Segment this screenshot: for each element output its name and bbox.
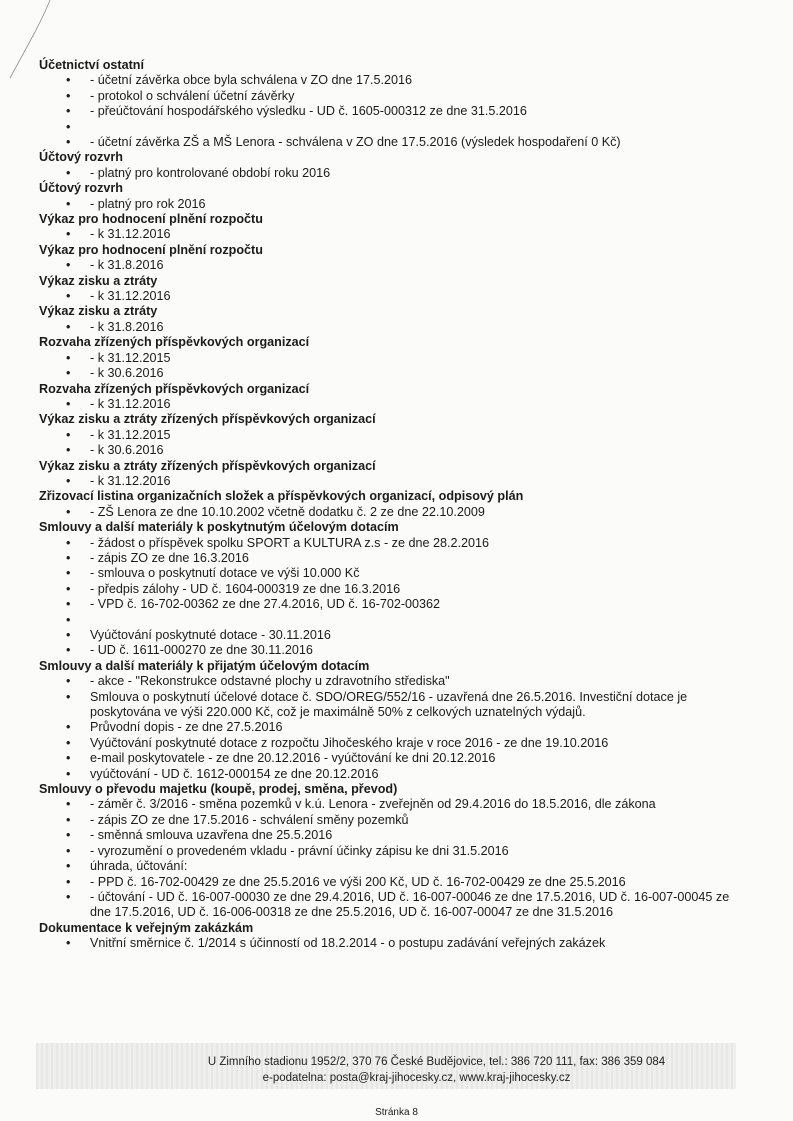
list-item [36, 505, 748, 520]
list-item [36, 166, 748, 181]
list-item [36, 828, 748, 843]
bullet-icon: • [66, 227, 71, 242]
list-item-text: Vyúčtování poskytnuté dotace z rozpočtu Jihočeského kraje v roce 2016 - ze dne 19.10.2016 [90, 735, 609, 750]
bullet-icon: • [66, 366, 71, 381]
section-heading: Zřizovací listina organizačních složek a příspěvkových organizací, odpisový plán [39, 489, 524, 504]
list-item [36, 320, 748, 335]
list-item-text: - platný pro rok 2016 [90, 196, 206, 211]
section [36, 921, 748, 952]
list-item-text: - k 31.12.2016 [90, 473, 171, 488]
list-item [36, 582, 748, 597]
page-number: Stránka 8 [375, 1107, 418, 1118]
bullet-icon: • [66, 889, 71, 904]
list-item [36, 751, 748, 766]
list-item [36, 73, 748, 88]
list-item-text: - k 30.6.2016 [90, 443, 164, 458]
list-item-text: - účetní závěrka obce byla schválena v ZO dne 17.5.2016 [90, 73, 413, 88]
list-item [36, 628, 748, 643]
bullet-icon: • [66, 104, 71, 119]
list-item-text: vyúčtování - UD č. 1612-000154 ze dne 20.12.2016 [90, 766, 379, 781]
list-item-text: - protokol o schválení účetní závěrky [90, 88, 295, 103]
section-heading: Účetnictví ostatní [39, 58, 144, 72]
list-item [36, 813, 748, 828]
list-item-text: Vnitřní směrnice č. 1/2014 s účinností od 18.2.2014 - o postupu zadávání veřejných zakázek [90, 936, 606, 951]
list-item [36, 428, 748, 443]
bullet-icon: • [66, 350, 71, 365]
list-item-text: - UD č. 1611-000270 ze dne 30.11.2016 [90, 643, 313, 658]
list-item-text: - k 30.6.2016 [90, 366, 164, 381]
bullet-icon: • [66, 443, 71, 458]
bullet-icon: • [66, 797, 71, 812]
bullet-icon: • [66, 859, 71, 874]
list-item-text: - smlouva o poskytnutí dotace ve výši 10.000 Kč [90, 566, 360, 581]
section-heading: Výkaz pro hodnocení plnění rozpočtu [39, 212, 263, 227]
list-item [36, 797, 748, 812]
list-item [36, 566, 748, 581]
bullet-icon: • [66, 612, 71, 627]
bullet-icon: • [66, 88, 71, 103]
list-item [36, 397, 748, 412]
list-item [36, 875, 748, 890]
list-item-text: - k 31.12.2016 [90, 396, 171, 411]
list-item-text: - k 31.12.2015 [90, 427, 171, 442]
section [36, 150, 748, 181]
bullet-icon: • [66, 874, 71, 889]
bullet-icon: • [66, 289, 71, 304]
bullet-icon: • [66, 720, 71, 735]
section [36, 243, 748, 274]
bullet-icon: • [66, 812, 71, 827]
list-item [36, 197, 748, 212]
list-item-text: Průvodní dopis - ze dne 27.5.2016 [90, 720, 283, 735]
bullet-icon: • [66, 473, 71, 488]
section [36, 459, 748, 490]
list-item [36, 720, 748, 735]
list-item [36, 474, 748, 489]
bullet-icon: • [66, 119, 71, 134]
section-heading: Výkaz zisku a ztráty zřízených příspěvkových organizací [39, 412, 376, 427]
list-item [36, 443, 748, 458]
section-heading: Výkaz zisku a ztráty [39, 304, 158, 319]
bullet-icon: • [66, 550, 71, 565]
list-item-text: - směnná smlouva uzavřena dne 25.5.2016 [90, 828, 333, 843]
section-heading: Rozvaha zřízených příspěvkových organizací [39, 381, 310, 396]
list-item-text: - zápis ZO ze dne 17.5.2016 - schválení směny pozemků [90, 812, 409, 827]
bullet-icon: • [66, 135, 71, 150]
section [36, 659, 748, 782]
bullet-icon: • [66, 566, 71, 581]
list-item-text: - předpis zálohy - UD č. 1604-000319 ze dne 16.3.2016 [90, 581, 401, 596]
list-item-text: - žádost o příspěvek spolku SPORT a KULTURA z.s - ze dne 28.2.2016 [90, 535, 490, 550]
list-item-text: - účetní závěrka ZŠ a MŠ Lenora - schválena v ZO dne 17.5.2016 (výsledek hospodaření 0 Kč) [90, 135, 621, 150]
bullet-icon: • [66, 319, 71, 334]
list-item [36, 643, 748, 658]
list-item-text: - k 31.12.2016 [90, 227, 171, 242]
list-item-text: - k 31.8.2016 [90, 319, 164, 334]
list-item [36, 351, 748, 366]
list-item [36, 551, 748, 566]
list-item [36, 289, 748, 304]
list-item [36, 258, 748, 273]
list-item-text: - k 31.12.2016 [90, 289, 171, 304]
list-item-text: e-mail poskytovatele - ze dne 20.12.2016 - vyúčtování ke dni 20.12.2016 [90, 751, 496, 766]
list-item [36, 936, 748, 951]
list-item [36, 890, 748, 921]
list-item-text: - PPD č. 16-702-00429 ze dne 25.5.2016 ve výši 200 Kč, UD č. 16-702-00429 ze dne 25.5.2016 [90, 874, 626, 889]
list-item [36, 536, 748, 551]
bullet-icon: • [66, 535, 71, 550]
list-item-text: - ZŠ Lenora ze dne 10.10.2002 včetně dodatku č. 2 ze dne 22.10.2009 [90, 504, 485, 519]
list-item [36, 736, 748, 751]
section [36, 489, 748, 520]
bullet-icon: • [66, 628, 71, 642]
list-item [36, 613, 748, 628]
list-item-text: - účtování - UD č. 16-007-00030 ze dne 29.4.2016, UD č. 16-007-00046 ze dne 17.5.2016, UD č. 16-007-00045 ze dne 17.5.2016, UD č. 16-006-00318 ze dne 25.5.2016, UD č. 16-007-00047 ze dne 31.5.2016 [90, 889, 730, 920]
bullet-icon: • [66, 766, 71, 781]
section [36, 782, 748, 921]
section-heading: Smlouvy o převodu majetku (koupě, prodej, směna, převod) [39, 782, 398, 797]
bullet-icon: • [66, 165, 71, 180]
section-heading: Výkaz zisku a ztráty [39, 273, 158, 288]
bullet-icon: • [66, 504, 71, 519]
bullet-icon: • [66, 597, 71, 612]
list-item [36, 844, 748, 859]
list-item-text: - VPD č. 16-702-00362 ze dne 27.4.2016, UD č. 16-702-00362 [90, 597, 441, 612]
section [36, 212, 748, 243]
list-item-text: Smlouva o poskytnutí účelové dotace č. SDO/OREG/552/16 - uzavřená dne 26.5.2016. Investiční dotace je poskytována ve výši 220.000 Kč, což je maximálně 50% z celkových uznatelných výdajů. [90, 689, 688, 720]
footer-address: U Zimního stadionu 1952/2, 370 76 České Budějovice, tel.: 386 720 111, fax: 386 359 084 [207, 1056, 666, 1068]
list-item [36, 104, 748, 119]
list-item [36, 859, 748, 874]
list-item [36, 767, 748, 782]
section-heading: Výkaz pro hodnocení plnění rozpočtu [39, 242, 263, 257]
section [36, 520, 748, 659]
section-heading: Výkaz zisku a ztráty zřízených příspěvkových organizací [39, 458, 376, 473]
list-item-text: - přeúčtování hospodářského výsledku - UD č. 1605-000312 ze dne 31.5.2016 [90, 104, 527, 119]
section [36, 181, 748, 212]
section-heading: Účtový rozvrh [39, 150, 123, 165]
bullet-icon: • [66, 427, 71, 442]
section [36, 382, 748, 413]
list-item-text: - platný pro kontrolované období roku 2016 [90, 165, 331, 180]
list-item [36, 89, 748, 104]
bullet-icon: • [66, 643, 71, 658]
list-item-text: úhrada, účtování: [90, 859, 188, 874]
list-item [36, 674, 748, 689]
list-item [36, 227, 748, 242]
section [36, 412, 748, 458]
footer-contact: e-podatelna: posta@kraj-jihocesky.cz, www.kraj-jihocesky.cz [262, 1072, 571, 1084]
list-item [36, 366, 748, 381]
list-item [36, 597, 748, 612]
list-item-text: - akce - "Rekonstrukce odstavné plochy u zdravotního střediska" [90, 674, 450, 689]
bullet-icon: • [66, 258, 71, 273]
list-item-text: - k 31.8.2016 [90, 258, 164, 273]
list-item-text: Vyúčtování poskytnuté dotace - 30.11.2016 [90, 628, 331, 642]
list-item-text: - záměr č. 3/2016 - směna pozemků v k.ú. Lenora - zveřejněn od 29.4.2016 do 18.5.2016, dle zákona [90, 797, 656, 812]
list-item-text: - zápis ZO ze dne 16.3.2016 [90, 550, 249, 565]
list-item-text: - vyrozumění o provedeném vkladu - právní účinky zápisu ke dni 31.5.2016 [90, 843, 509, 858]
bullet-icon: • [66, 396, 71, 411]
bullet-icon: • [66, 73, 71, 88]
section-heading: Smlouvy a další materiály k poskytnutým účelovým dotacím [39, 520, 399, 535]
section-heading: Rozvaha zřízených příspěvkových organizací [39, 335, 310, 350]
section-heading: Smlouvy a další materiály k přijatým účelovým dotacím [39, 658, 370, 673]
section-heading: Dokumentace k veřejným zakázkám [39, 920, 254, 935]
bullet-icon: • [66, 828, 71, 843]
list-item [36, 135, 748, 150]
bullet-icon: • [66, 936, 71, 951]
section [36, 274, 748, 305]
bullet-icon: • [66, 689, 71, 704]
bullet-icon: • [66, 843, 71, 858]
bullet-icon: • [66, 196, 71, 211]
section [36, 304, 748, 335]
bullet-icon: • [66, 735, 71, 750]
section-heading: Účtový rozvrh [39, 181, 123, 196]
list-item-text: - k 31.12.2015 [90, 350, 171, 365]
section [36, 58, 748, 150]
bullet-icon: • [66, 581, 71, 596]
list-item [36, 690, 748, 721]
list-item [36, 120, 748, 135]
document-body [36, 58, 748, 952]
section [36, 335, 748, 381]
bullet-icon: • [66, 751, 71, 766]
bullet-icon: • [66, 674, 71, 689]
